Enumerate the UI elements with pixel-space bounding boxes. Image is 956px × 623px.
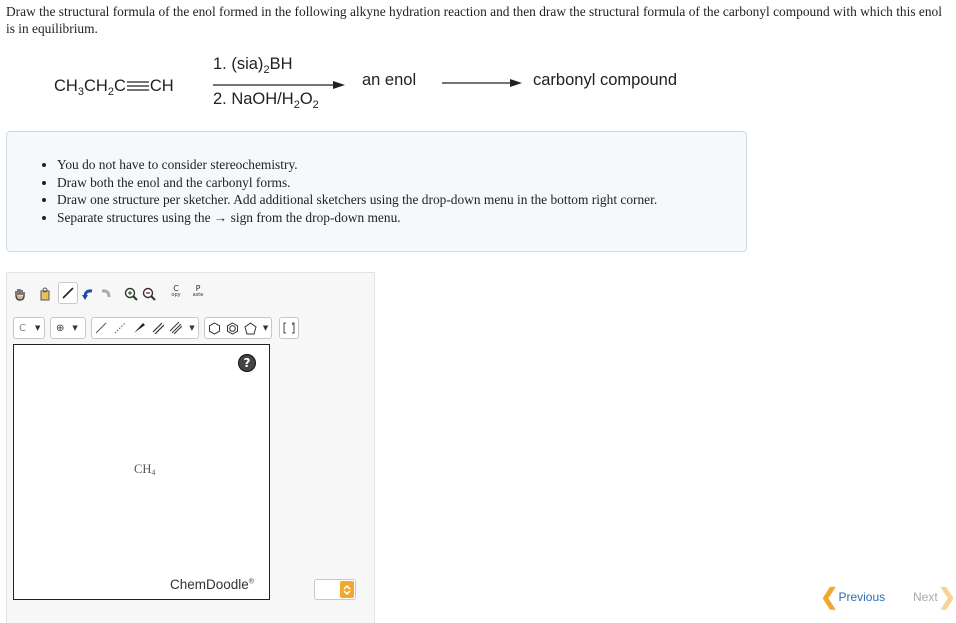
plus-charge-icon: ⊕ [56, 322, 65, 334]
instruction-list [7, 156, 746, 226]
instruction-item: • Separate structures using the → sign from the drop-down menu. [57, 209, 746, 227]
lasso-icon[interactable] [36, 285, 54, 303]
reagent-step-2: 2. NaOH/$H_2O_2$ [213, 90, 319, 111]
next-button[interactable] [913, 584, 956, 609]
svg-text:*: * [291, 323, 294, 329]
previous-label: Previous [838, 590, 886, 604]
instruction-item: • You do not have to consider stereochemistry. [57, 156, 746, 174]
hand-icon[interactable] [11, 285, 29, 303]
instructions-box [6, 131, 747, 252]
benzene-icon[interactable] [226, 322, 239, 335]
paste-button[interactable]: P aste [192, 284, 204, 298]
chevron-down-icon: ▼ [72, 324, 78, 332]
equilibrium-arrow-icon [442, 79, 522, 87]
reactant-formula: $CH_3CH_2C$ CH [54, 77, 174, 98]
reaction-scheme [0, 50, 956, 120]
chevron-down-icon: ▼ [34, 324, 41, 332]
canvas-molecule-label: $CH_4$ [134, 462, 156, 477]
up-down-chevron-icon [340, 581, 354, 598]
chemdoodle-sketcher [6, 272, 375, 623]
triple-bond-icon [127, 81, 149, 91]
chemdoodle-brand: ChemDoodle® [170, 577, 254, 592]
chevron-down-icon: ▼ [262, 324, 269, 332]
ring-tools-dropdown[interactable] [204, 317, 272, 339]
chevron-down-icon: ▼ [189, 324, 195, 332]
chevron-left-icon: ❮ [820, 584, 839, 609]
bracket-tool-icon[interactable] [279, 317, 299, 339]
redo-icon[interactable] [96, 285, 114, 303]
help-button[interactable]: ? [238, 354, 256, 372]
copy-button[interactable]: C opy [171, 284, 181, 298]
single-bond-tool-icon[interactable] [58, 282, 78, 304]
wedge-bond-icon[interactable] [133, 322, 145, 334]
drawing-canvas[interactable] [13, 344, 270, 600]
intermediate-label: an enol [362, 71, 417, 89]
dashed-bond-icon[interactable] [114, 322, 126, 334]
charge-dropdown[interactable] [50, 317, 86, 339]
product-label: carbonyl compound [533, 71, 678, 89]
instruction-item: • Draw one structure per sketcher. Add additional sketchers using the drop-down menu in the bottom right corner. [57, 191, 746, 209]
instruction-item: • Draw both the enol and the carbonyl forms. [57, 174, 746, 192]
reagent-step-1: 1. $(sia)_2BH$ [213, 55, 293, 76]
triple-bond-tool-icon[interactable] [170, 322, 182, 334]
chevron-right-icon: ❯ [937, 584, 956, 609]
sketcher-dropdown[interactable] [314, 579, 356, 600]
single-bond-icon[interactable] [95, 322, 107, 334]
zoom-in-icon[interactable] [122, 285, 140, 303]
question-text: Draw the structural formula of the enol formed in the following alkyne hydration reaction and then draw the structural formula of the carbonyl compound with which this enol is in equilibrium. [6, 4, 942, 36]
cyclopentane-icon[interactable] [244, 322, 257, 335]
double-bond-icon[interactable] [152, 322, 164, 334]
reaction-arrow-icon [213, 81, 345, 89]
bond-tools-dropdown[interactable] [91, 317, 199, 339]
next-label: Next [913, 590, 938, 604]
previous-button[interactable] [820, 584, 886, 609]
zoom-out-icon[interactable] [140, 285, 158, 303]
atom-dropdown[interactable]: C ▼ [13, 317, 45, 339]
cyclohexane-icon[interactable] [208, 322, 221, 335]
